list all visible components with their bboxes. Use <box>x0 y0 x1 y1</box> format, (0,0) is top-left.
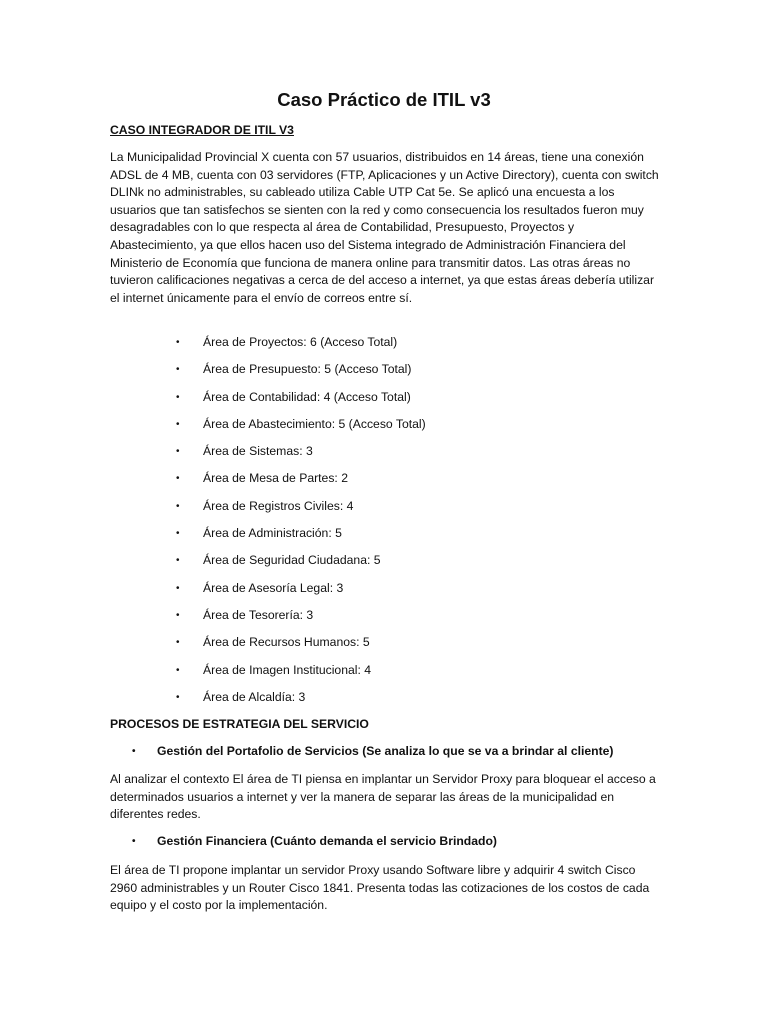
process-item-portafolio <box>132 743 614 761</box>
list-item <box>176 498 426 525</box>
bullet-icon: • <box>176 528 180 540</box>
area-list <box>176 334 426 716</box>
process-1-paragraph: Al analizar el contexto El área de TI piensa en implantar un Servidor Proxy para bloquear el acceso a determinados usuarios a internet y ver la manera de separar las áreas de la municipalidad en diferentes redes. <box>110 772 656 822</box>
area-label: Área de Mesa de Partes: 2 <box>203 471 348 486</box>
list-item <box>176 552 426 579</box>
list-item <box>176 689 426 716</box>
area-label: Área de Administración: 5 <box>203 526 342 541</box>
list-item <box>176 525 426 552</box>
area-label: Área de Proyectos: 6 (Acceso Total) <box>203 335 398 349</box>
area-label: Área de Imagen Institucional: 4 <box>203 662 372 677</box>
area-label: Área de Contabilidad: 4 (Acceso Total) <box>203 389 411 404</box>
section-heading: CASO INTEGRADOR DE ITIL V3 <box>110 123 294 137</box>
bullet-icon: • <box>176 664 180 676</box>
bullet-icon: • <box>176 691 180 703</box>
bullet-icon: • <box>176 337 180 348</box>
bullet-icon: • <box>176 446 180 458</box>
bullet-icon: • <box>176 473 180 485</box>
bullet-icon: • <box>176 364 180 376</box>
area-label: Área de Alcaldía: 3 <box>203 689 306 704</box>
list-item <box>176 389 426 416</box>
area-label: Área de Sistemas: 3 <box>203 444 313 459</box>
document-title: Caso Práctico de ITIL v3 <box>277 89 491 110</box>
list-item <box>176 662 426 689</box>
bullet-icon: • <box>176 391 180 403</box>
bullet-icon: • <box>132 836 136 847</box>
bullet-icon: • <box>176 418 180 430</box>
process-label: Gestión Financiera (Cuánto demanda el servicio Brindado) <box>157 834 497 848</box>
area-label: Área de Abastecimiento: 5 (Acceso Total) <box>203 416 426 431</box>
list-item <box>176 416 426 443</box>
area-label: Área de Tesorería: 3 <box>203 607 314 622</box>
area-label: Área de Asesoría Legal: 3 <box>203 580 344 595</box>
list-item <box>176 470 426 497</box>
process-label: Gestión del Portafolio de Servicios (Se analiza lo que se va a brindar al cliente) <box>157 744 614 758</box>
intro-paragraph: La Municipalidad Provincial X cuenta con 57 usuarios, distribuidos en 14 áreas, tiene una conexión ADSL de 4 MB, cuenta con 03 servidores (FTP, Aplicaciones y un Active Directory), cuenta con switch DLINk no administrables, su cableado utiliza Cable UTP Cat 5e. Se aplicó una encuesta a los usuarios que tan satisfechos se sienten con la red y como consecuencia los resultados fueron muy desagradables con lo que respecta al área de Contabilidad, Presupuesto, Proyectos y Abastecimiento, ya que ellos hacen uso del Sistema integrado de Administración Financiera del Ministerio de Economía que funciona de manera online para transmitir datos. Las otras áreas no tuvieron calificaciones negativas a cerca de del acceso a internet, ya que estas áreas debería utilizar el internet únicamente para el envío de correos entre sí. <box>110 150 659 305</box>
bullet-icon: • <box>176 500 180 512</box>
bullet-icon: • <box>176 555 180 567</box>
area-label: Área de Recursos Humanos: 5 <box>203 635 370 650</box>
bullet-icon: • <box>176 637 180 649</box>
area-label: Área de Registros Civiles: 4 <box>203 498 354 513</box>
processes-heading: PROCESOS DE ESTRATEGIA DEL SERVICIO <box>110 717 369 731</box>
list-item <box>176 607 426 634</box>
list-item <box>176 361 426 388</box>
bullet-icon: • <box>176 582 180 594</box>
process-item-financiera <box>132 833 497 851</box>
bullet-icon: • <box>176 609 180 621</box>
list-item <box>176 634 426 661</box>
bullet-icon: • <box>132 746 136 757</box>
list-item <box>176 443 426 470</box>
area-label: Área de Seguridad Ciudadana: 5 <box>203 553 381 568</box>
process-2-paragraph: El área de TI propone implantar un servidor Proxy usando Software libre y adquirir 4 switch Cisco 2960 administrables y un Router Cisco 1841. Presenta todas las cotizaciones de los costos de cada equipo y el costo por la implementación. <box>110 863 650 913</box>
list-item <box>176 580 426 607</box>
list-item <box>176 334 426 361</box>
area-label: Área de Presupuesto: 5 (Acceso Total) <box>203 362 412 377</box>
